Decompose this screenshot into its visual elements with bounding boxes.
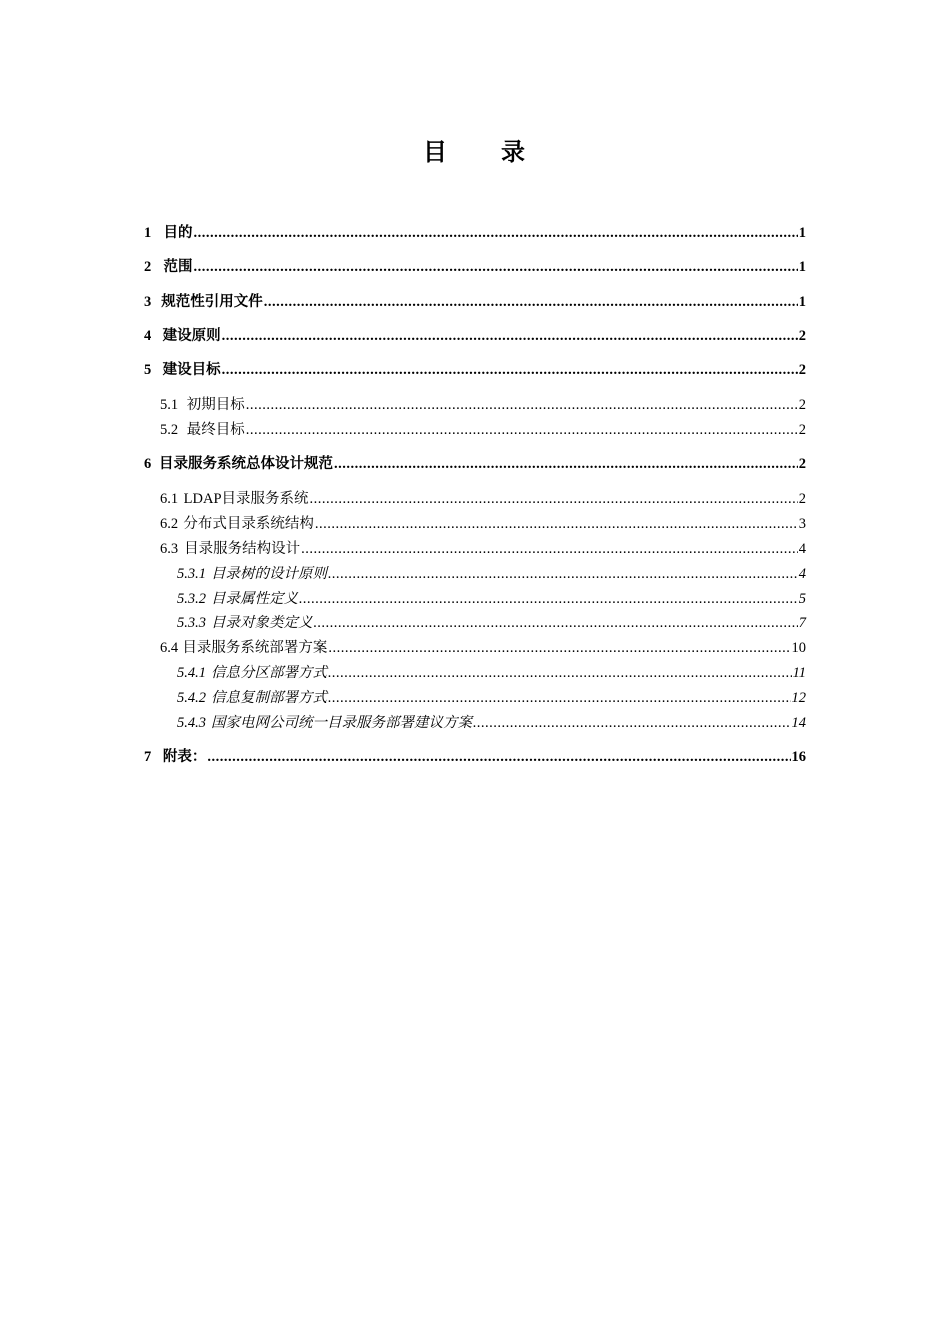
toc-entry-label: 目录树的设计原则 <box>211 566 327 582</box>
toc-entry-label: 目录对象类定义 <box>211 615 313 631</box>
toc-entry-label: 目的 <box>163 225 193 241</box>
toc-entry[interactable] <box>177 687 806 709</box>
toc-entry-number: 3 <box>144 294 152 310</box>
toc-entry-page: 10 <box>791 640 806 656</box>
toc-dot-leader <box>328 687 791 709</box>
toc-dot-leader <box>264 291 798 313</box>
toc-entry-page: 11 <box>792 665 806 681</box>
toc-entry-page: 1 <box>798 225 806 241</box>
toc-entry-page: 12 <box>791 690 806 706</box>
toc-entry-page: 2 <box>798 328 806 344</box>
toc-dot-leader <box>194 222 798 244</box>
toc-entry-number: 5.4.1 <box>177 665 206 681</box>
toc-dot-leader <box>334 453 798 475</box>
toc-entry-number: 6.2 <box>160 516 179 532</box>
toc-dot-leader <box>222 325 798 347</box>
toc-entry-number: 6.1 <box>160 491 179 507</box>
toc-entry-label: 规范性引用文件 <box>161 294 263 310</box>
toc-entry-page: 2 <box>798 456 806 472</box>
toc-entry[interactable] <box>177 662 806 684</box>
toc-entry-page: 2 <box>798 362 806 378</box>
toc-dot-leader <box>328 662 792 684</box>
toc-entry-label: 初期目标 <box>186 397 245 413</box>
toc-entry-label: 目录服务系统总体设计规范 <box>158 456 333 472</box>
toc-entry-number: 5.2 <box>160 422 179 438</box>
toc-entry-number: 5 <box>144 362 152 378</box>
toc-entry-page: 16 <box>791 749 806 765</box>
toc-dot-leader <box>328 563 798 585</box>
toc-entry[interactable] <box>177 712 806 734</box>
toc-dot-leader <box>194 256 798 278</box>
toc-dot-leader <box>207 746 790 768</box>
toc-entry-page: 5 <box>798 591 806 607</box>
toc-entry[interactable] <box>177 612 806 634</box>
page-title: 目 录 <box>423 140 527 166</box>
toc-entry-number: 1 <box>144 225 152 241</box>
toc-entry-page: 2 <box>798 422 806 438</box>
toc-entry-page: 2 <box>798 397 806 413</box>
toc-dot-leader <box>301 538 798 560</box>
toc-entry-label: 目录属性定义 <box>211 591 298 607</box>
toc-entry-label: 目录服务结构设计 <box>184 541 301 557</box>
toc-dot-leader <box>473 712 791 734</box>
toc-entry-label: 信息复制部署方式 <box>211 690 327 706</box>
toc-dot-leader <box>246 394 798 416</box>
toc-entry[interactable] <box>177 563 806 585</box>
toc-dot-leader <box>314 612 798 634</box>
toc-entry-label: 附表： <box>162 749 207 765</box>
toc-entry-page: 4 <box>798 566 806 582</box>
toc-entry-number: 5.3.1 <box>177 566 206 582</box>
toc-entry[interactable] <box>144 746 806 768</box>
toc-entry-number: 5.4.2 <box>177 690 206 706</box>
toc-dot-leader <box>310 488 798 510</box>
toc-entry[interactable] <box>144 453 806 475</box>
toc-entry-label: 分布式目录系统结构 <box>183 516 314 532</box>
toc-entry[interactable] <box>144 291 806 313</box>
toc-entry-label: 建设原则 <box>162 328 221 344</box>
toc-entry-page: 1 <box>798 294 806 310</box>
toc-entry-page: 1 <box>798 259 806 275</box>
toc-entry-number: 5.3.3 <box>177 615 206 631</box>
toc-entry-page: 7 <box>798 615 806 631</box>
toc-entry[interactable] <box>160 538 806 560</box>
toc-dot-leader <box>246 419 798 441</box>
toc-entry-label: 范围 <box>163 259 193 275</box>
toc-entry-number: 6 <box>144 456 152 472</box>
toc-entry-label: 目录服务系统部署方案 <box>182 640 328 656</box>
toc-entry[interactable] <box>160 513 806 535</box>
toc-entry-number: 6.3 <box>160 541 179 557</box>
toc-entry-number: 2 <box>144 259 152 275</box>
toc-entry[interactable] <box>160 488 806 510</box>
toc-entry[interactable] <box>144 256 806 278</box>
toc-dot-leader <box>328 637 790 659</box>
toc-entry-label: 国家电网公司统一目录服务部署建议方案 <box>211 715 472 731</box>
toc-entry-label: LDAP目录服务系统 <box>183 491 309 507</box>
toc-dot-leader <box>222 359 798 381</box>
toc-entry-label: 信息分区部署方式 <box>211 665 327 681</box>
toc-entry[interactable] <box>177 588 806 610</box>
toc-entry[interactable] <box>144 222 806 244</box>
toc-entry-number: 6.4 <box>160 640 179 656</box>
toc-entry-page: 2 <box>798 491 806 507</box>
toc-entry-page: 3 <box>798 516 806 532</box>
toc-entry-number: 5.3.2 <box>177 591 206 607</box>
toc-entry[interactable] <box>160 637 806 659</box>
toc-dot-leader <box>299 588 798 610</box>
toc-entry[interactable] <box>144 325 806 347</box>
toc-entry[interactable] <box>160 419 806 441</box>
toc-dot-leader <box>315 513 798 535</box>
toc-entry-number: 5.1 <box>160 397 179 413</box>
toc-entry-number: 7 <box>144 749 152 765</box>
toc-entry-number: 5.4.3 <box>177 715 206 731</box>
toc-entry[interactable] <box>144 359 806 381</box>
toc-entry-page: 4 <box>798 541 806 557</box>
toc-entry[interactable] <box>160 394 806 416</box>
toc-entry-label: 建设目标 <box>162 362 221 378</box>
toc-entry-label: 最终目标 <box>186 422 245 438</box>
toc-entry-number: 4 <box>144 328 152 344</box>
toc-entry-page: 14 <box>791 715 806 731</box>
